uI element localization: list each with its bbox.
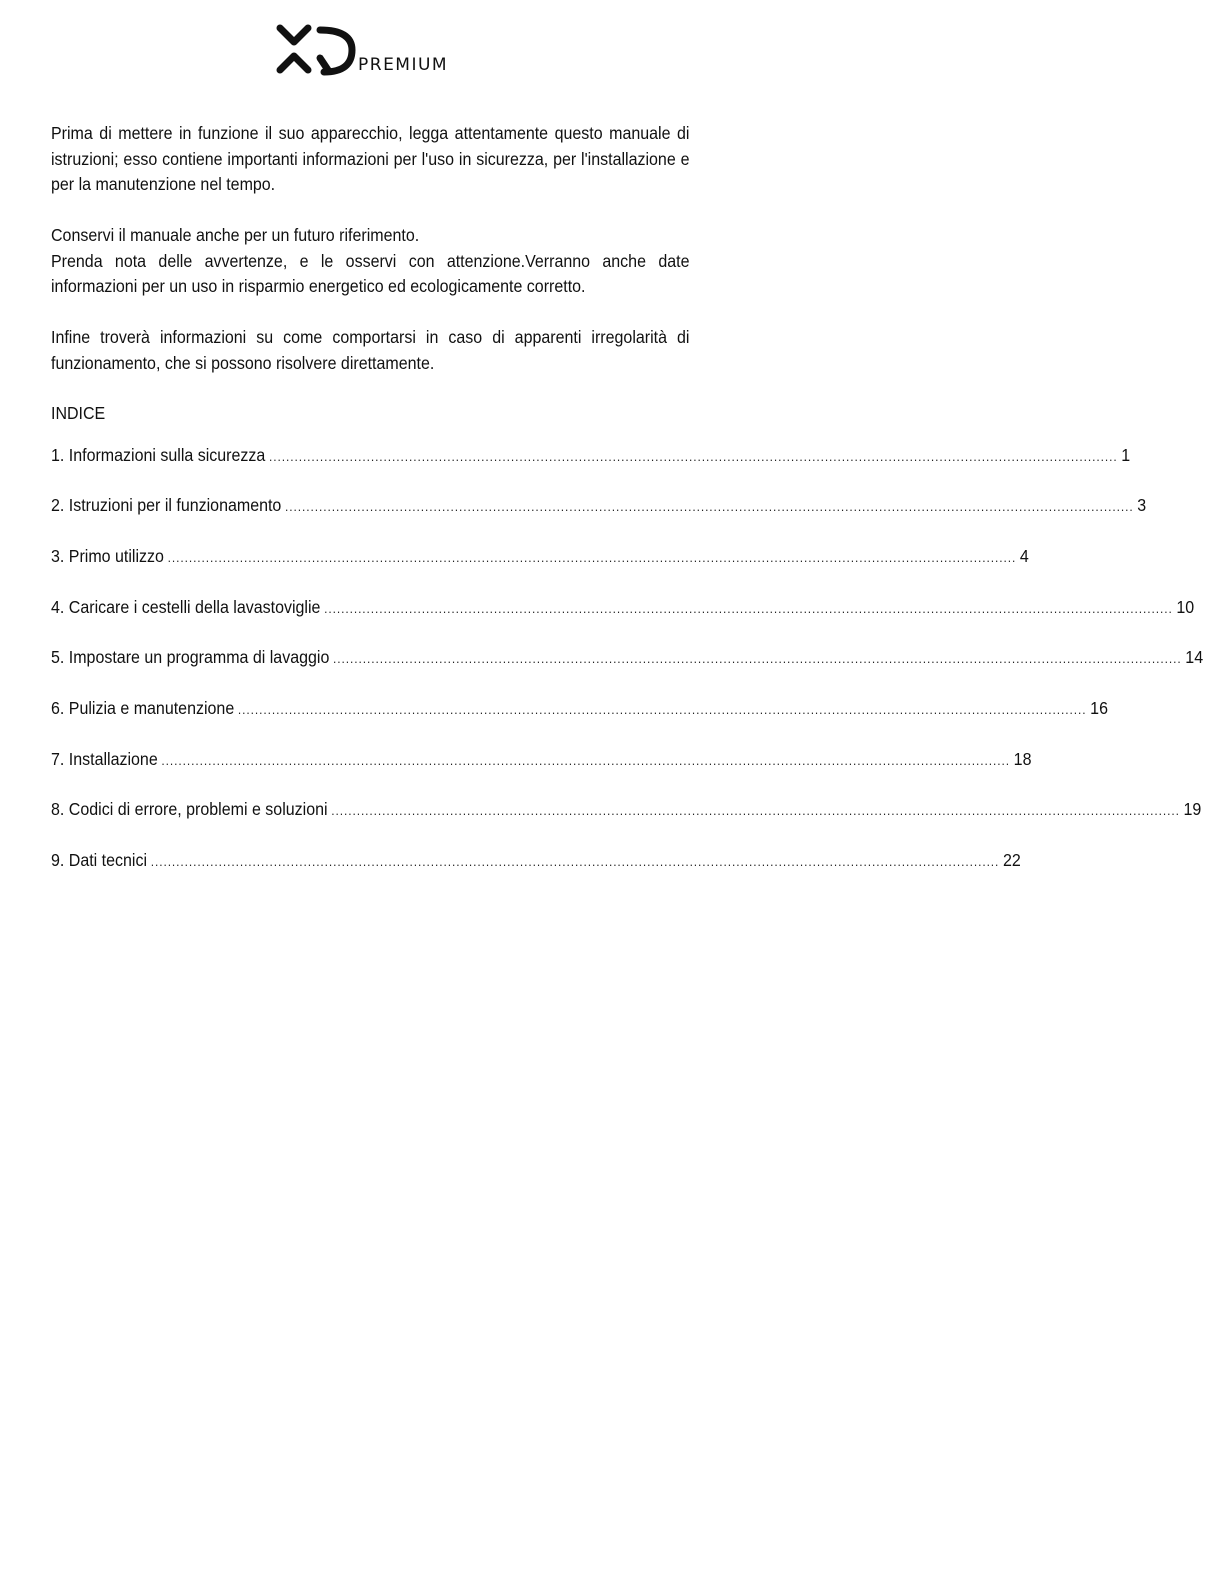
toc-entry-label: 5. Impostare un programma di lavaggio — [51, 647, 330, 668]
manual-content — [51, 121, 1204, 899]
toc-entry-label: 4. Caricare i cestelli della lavastoviglie — [51, 596, 321, 617]
toc-entry-page: 18 — [1013, 748, 1032, 769]
toc-leader-dots: ........................................................................................................................................................................................................ — [167, 549, 1017, 565]
toc-entry-label: 8. Codici di errore, problemi e soluzioni — [51, 799, 328, 820]
toc-leader-dots: ........................................................................................................................................................................................................ — [268, 448, 1118, 464]
toc-leader-dots: ........................................................................................................................................................................................................ — [161, 752, 1010, 768]
toc-entry-label: 3. Primo utilizzo — [51, 545, 164, 566]
toc-entry-label: 1. Informazioni sulla sicurezza — [51, 444, 266, 465]
toc-entry — [51, 443, 1131, 494]
toc-entry-label: 6. Pulizia e manutenzione — [51, 697, 235, 718]
toc-leader-dots: ........................................................................................................................................................................................................ — [237, 701, 1087, 717]
xd-logo-mark — [276, 24, 356, 80]
toc-entry — [51, 848, 1021, 899]
toc-entry-page: 22 — [1002, 850, 1021, 870]
intro-paragraph-1: Prima di mettere in funzione il suo apparecchio, legga attentamente questo manuale di istruzioni; esso contiene importanti informazioni per l'uso in sicurezza, per l'installazione e per la manutenzione nel tempo. — [51, 123, 690, 194]
toc-entry — [51, 493, 1147, 544]
toc-leader-dots: ........................................................................................................................................................................................................ — [324, 600, 1173, 616]
toc-entry — [51, 544, 1029, 595]
toc-leader-dots: ........................................................................................................................................................................................................ — [333, 651, 1182, 667]
toc-entry — [51, 797, 1202, 848]
toc-entry — [51, 696, 1108, 747]
toc-entry-label: 9. Dati tecnici — [51, 850, 148, 870]
toc-leader-dots: ........................................................................................................................................................................................................ — [150, 854, 1000, 869]
toc-entry-page: 10 — [1176, 596, 1195, 617]
intro-paragraph-2-line-1: Conservi il manuale anche per un futuro riferimento. — [51, 225, 420, 245]
toc-entry-page: 1 — [1121, 444, 1131, 465]
index-title: INDICE — [51, 403, 106, 423]
toc-entry-label: 7. Installazione — [51, 748, 158, 769]
toc-entry-page: 3 — [1137, 495, 1147, 516]
toc-entry — [51, 645, 1204, 696]
toc-entry-page: 14 — [1185, 647, 1204, 668]
intro-paragraph-2-line-2: Prenda nota delle avvertenze, e le osservi con attenzione.Verranno anche date informazioni per un uso in risparmio energetico ed ecologicamente corretto. — [51, 250, 690, 296]
brand-premium-label: PREMIUM — [358, 55, 449, 75]
brand-logo — [276, 24, 476, 80]
toc-entry-label: 2. Istruzioni per il funzionamento — [51, 495, 282, 516]
toc-leader-dots: ........................................................................................................................................................................................................ — [285, 499, 1134, 515]
toc-entry-page: 16 — [1090, 697, 1108, 718]
intro-paragraph-3: Infine troverà informazioni su come comportarsi in caso di apparenti irregolarità di funzionamento, che si possono risolvere direttamente. — [51, 327, 690, 373]
table-of-contents — [51, 443, 1204, 899]
toc-entry-page: 4 — [1019, 545, 1029, 566]
toc-leader-dots: ........................................................................................................................................................................................................ — [331, 803, 1180, 819]
toc-entry-page: 19 — [1183, 799, 1202, 820]
toc-entry — [51, 747, 1032, 798]
toc-entry — [51, 595, 1195, 646]
